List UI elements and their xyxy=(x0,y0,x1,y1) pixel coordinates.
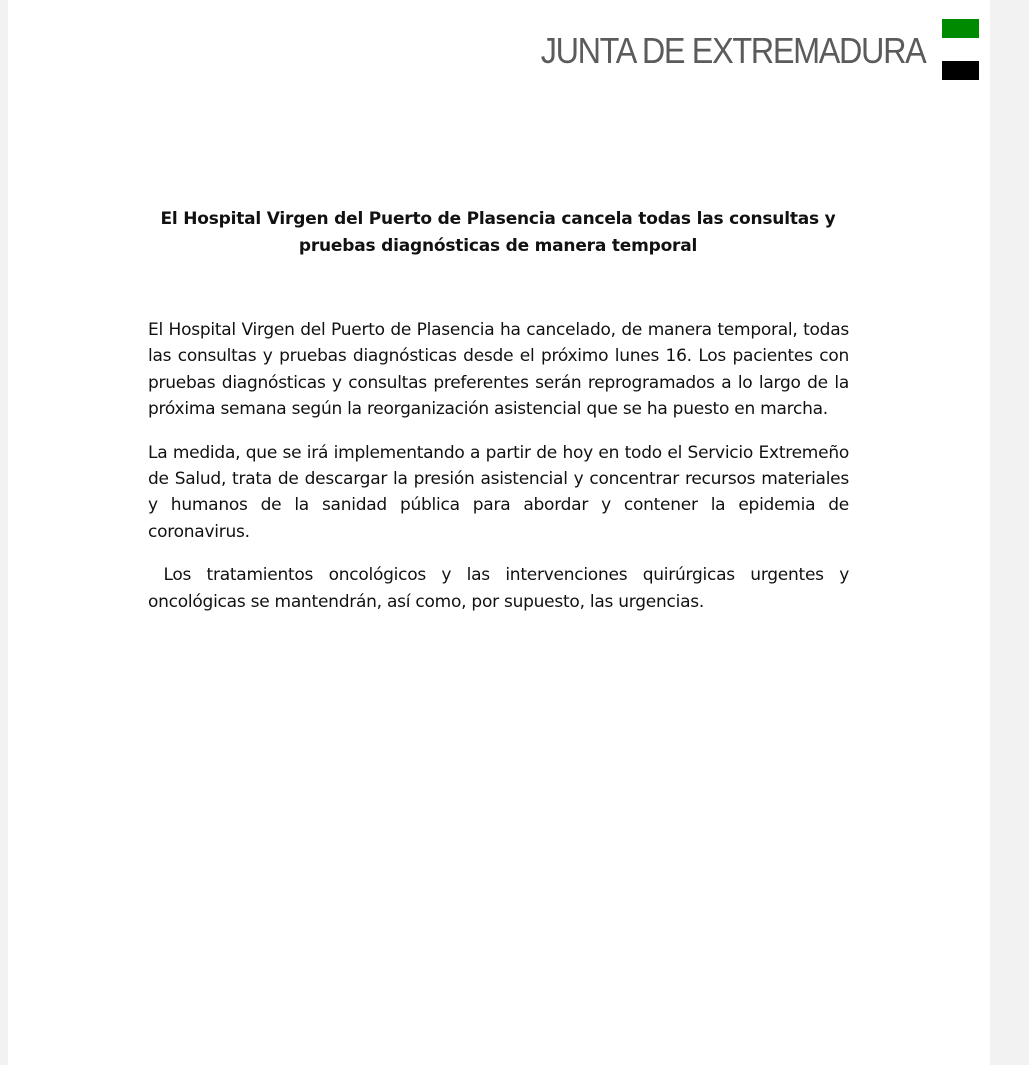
press-release-body xyxy=(148,317,855,632)
press-release-title: El Hospital Virgen del Puerto de Plasencia cancela todas las consultas y pruebas diagnósticas de manera temporal xyxy=(160,209,836,256)
body-paragraph-1: El Hospital Virgen del Puerto de Plasencia ha cancelado, de manera temporal, todas las consultas y pruebas diagnósticas desde el próximo lunes 16. Los pacientes con pruebas diagnósticas y consultas preferentes serán reprogramados a lo largo de la próxima semana según la reorganización asistencial que se ha puesto en marcha. xyxy=(148,320,849,420)
junta-logo-text: JUNTA DE EXTREMADURA xyxy=(540,30,925,71)
flag-black-stripe xyxy=(942,61,979,80)
body-paragraph-2: La medida, que se irá implementando a partir de hoy en todo el Servicio Extremeño de Salud, trata de descargar la presión asistencial y concentrar recursos materiales y humanos de la sanidad pública para abordar y contener la epidemia de coronavirus. xyxy=(148,442,849,542)
viewer-side-margin xyxy=(990,0,1029,1065)
document-page xyxy=(8,0,990,1065)
body-paragraph-3: Los tratamientos oncológicos y las intervenciones quirúrgicas urgentes y oncológicas se mantendrán, así como, por supuesto, las urgencias. xyxy=(148,565,855,612)
flag-green-stripe xyxy=(942,19,979,38)
letterhead xyxy=(8,0,990,100)
extremadura-flag-icon xyxy=(942,19,979,80)
